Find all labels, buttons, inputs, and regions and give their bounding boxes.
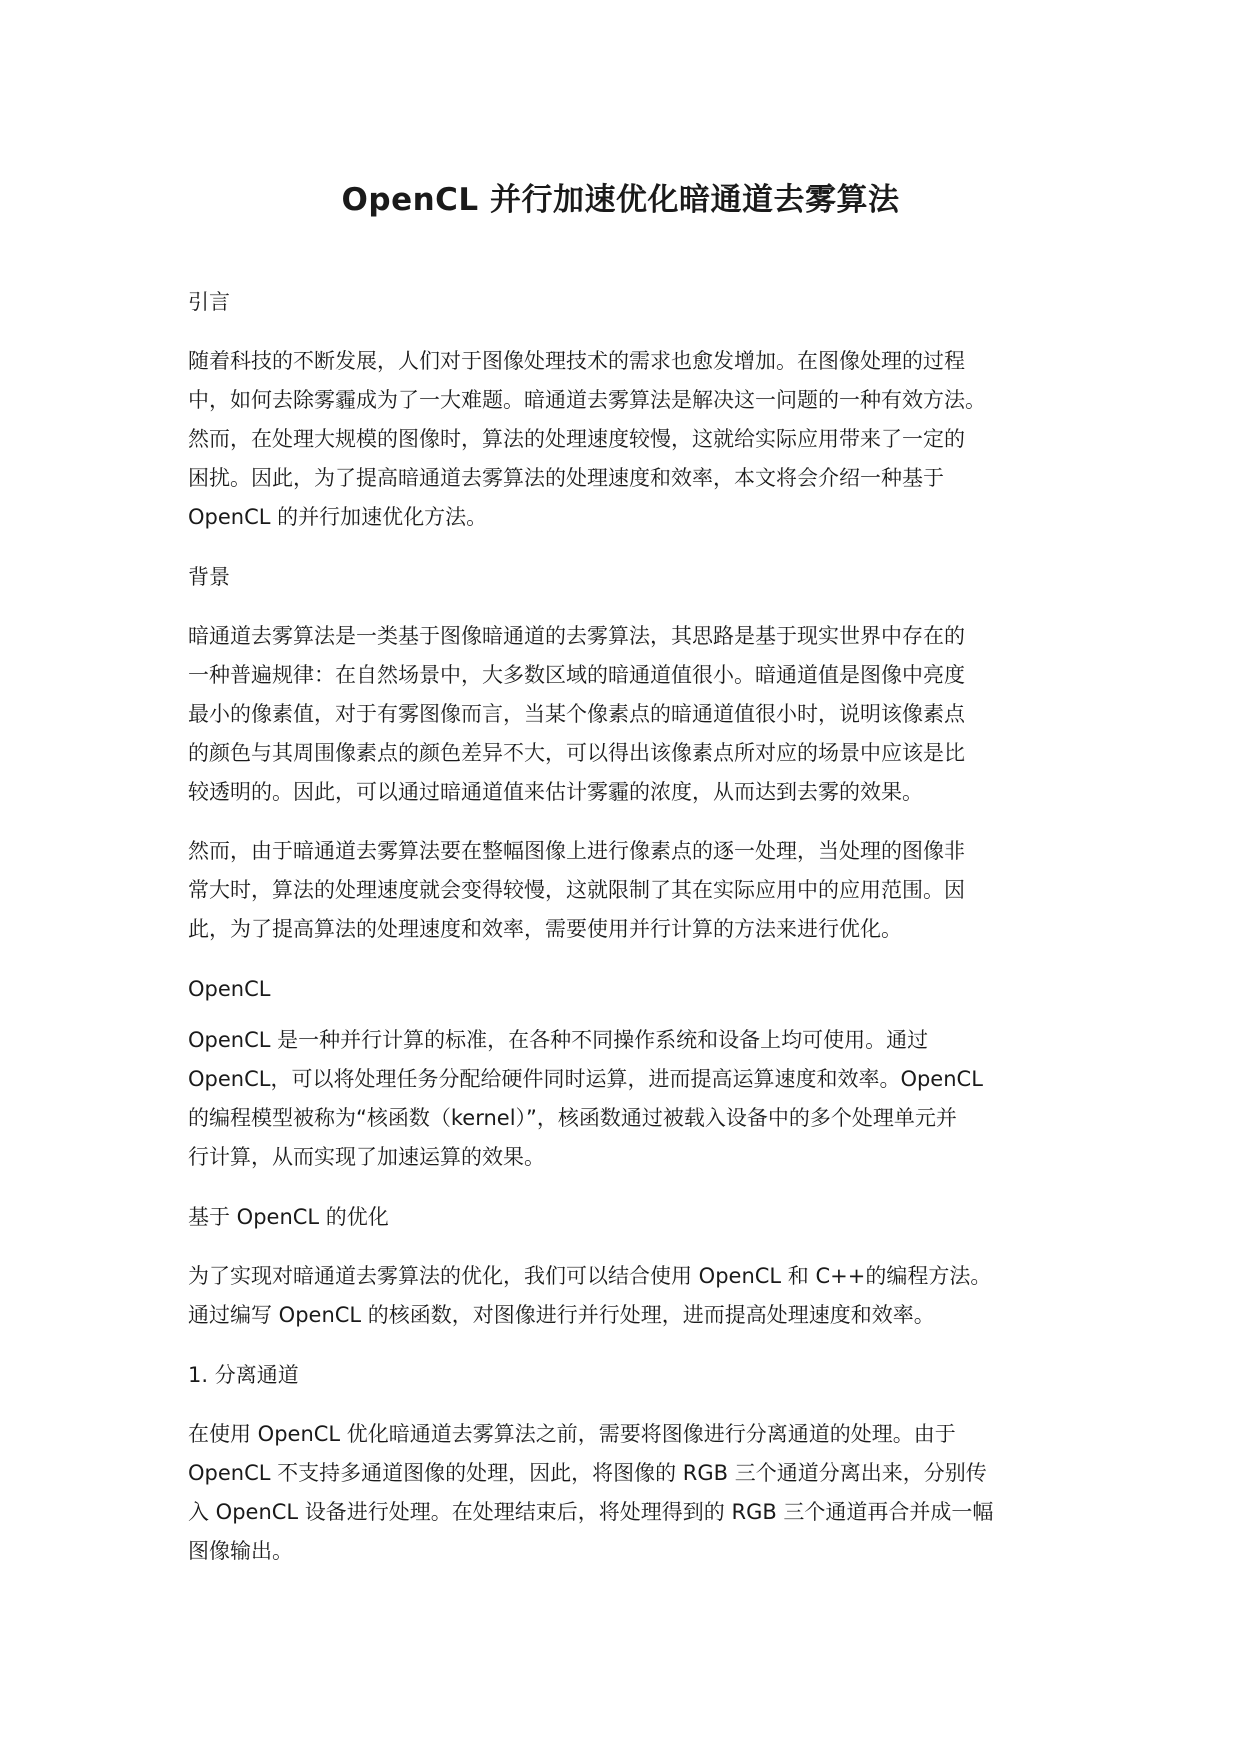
section-heading-background: 背景 bbox=[188, 565, 230, 589]
paragraph-background-2 bbox=[188, 832, 1068, 949]
paragraph-opencl-optimization bbox=[188, 1257, 1068, 1335]
paragraph-line: 一种普遍规律：在自然场景中，大多数区域的暗通道值很小。暗通道值是图像中亮度 bbox=[188, 663, 965, 687]
paragraph-background-1 bbox=[188, 617, 1068, 812]
section-heading-intro: 引言 bbox=[188, 290, 230, 314]
section-heading-channel-separation: 1. 分离通道 bbox=[188, 1363, 299, 1387]
paragraph-line: 然而，由于暗通道去雾算法要在整幅图像上进行像素点的逐一处理，当处理的图像非 bbox=[188, 839, 965, 863]
paragraph-line: 暗通道去雾算法是一类基于图像暗通道的去雾算法，其思路是基于现实世界中存在的 bbox=[188, 624, 965, 648]
paragraph-line: OpenCL，可以将处理任务分配给硬件同时运算，进而提高运算速度和效率。OpenCL bbox=[188, 1067, 983, 1091]
paragraph-line: 随着科技的不断发展，人们对于图像处理技术的需求也愈发增加。在图像处理的过程 bbox=[188, 349, 965, 373]
paragraph-line: OpenCL 不支持多通道图像的处理，因此，将图像的 RGB 三个通道分离出来，分别传 bbox=[188, 1461, 987, 1485]
paragraph-line: 此，为了提高算法的处理速度和效率，需要使用并行计算的方法来进行优化。 bbox=[188, 917, 902, 941]
document-body bbox=[188, 282, 1068, 1591]
paragraph-line: 的颜色与其周围像素点的颜色差异不大，可以得出该像素点所对应的场景中应该是比 bbox=[188, 741, 965, 765]
paragraph-line: 最小的像素值，对于有雾图像而言，当某个像素点的暗通道值很小时，说明该像素点 bbox=[188, 702, 965, 726]
paragraph-line: 为了实现对暗通道去雾算法的优化，我们可以结合使用 OpenCL 和 C++的编程方法。 bbox=[188, 1264, 992, 1288]
paragraph-line: 在使用 OpenCL 优化暗通道去雾算法之前，需要将图像进行分离通道的处理。由于 bbox=[188, 1422, 956, 1446]
section-heading-opencl: OpenCL bbox=[188, 977, 271, 1001]
paragraph-channel-separation bbox=[188, 1415, 1068, 1571]
paragraph-line: OpenCL 的并行加速优化方法。 bbox=[188, 505, 488, 529]
paragraph-line: 较透明的。因此，可以通过暗通道值来估计雾霾的浓度，从而达到去雾的效果。 bbox=[188, 780, 923, 804]
paragraph-line: 中，如何去除雾霾成为了一大难题。暗通道去雾算法是解决这一问题的一种有效方法。 bbox=[188, 388, 986, 412]
paragraph-line: 图像输出。 bbox=[188, 1539, 293, 1563]
paragraph-line: 然而，在处理大规模的图像时，算法的处理速度较慢，这就给实际应用带来了一定的 bbox=[188, 427, 965, 451]
paragraph-intro bbox=[188, 342, 1068, 537]
paragraph-line: 困扰。因此，为了提高暗通道去雾算法的处理速度和效率，本文将会介绍一种基于 bbox=[188, 466, 944, 490]
paragraph-line: 常大时，算法的处理速度就会变得较慢，这就限制了其在实际应用中的应用范围。因 bbox=[188, 878, 965, 902]
document-title: OpenCL 并行加速优化暗通道去雾算法 bbox=[341, 182, 900, 218]
paragraph-line: 入 OpenCL 设备进行处理。在处理结束后，将处理得到的 RGB 三个通道再合并成一幅 bbox=[188, 1500, 994, 1524]
paragraph-line: OpenCL 是一种并行计算的标准，在各种不同操作系统和设备上均可使用。通过 bbox=[188, 1028, 929, 1052]
paragraph-opencl bbox=[188, 1021, 1068, 1177]
section-heading-opencl-optimization: 基于 OpenCL 的优化 bbox=[188, 1205, 389, 1229]
paragraph-line: 行计算，从而实现了加速运算的效果。 bbox=[188, 1145, 545, 1169]
paragraph-line: 通过编写 OpenCL 的核函数，对图像进行并行处理，进而提高处理速度和效率。 bbox=[188, 1303, 935, 1327]
paragraph-line: 的编程模型被称为“核函数（kernel）”，核函数通过被载入设备中的多个处理单元并 bbox=[188, 1106, 957, 1130]
